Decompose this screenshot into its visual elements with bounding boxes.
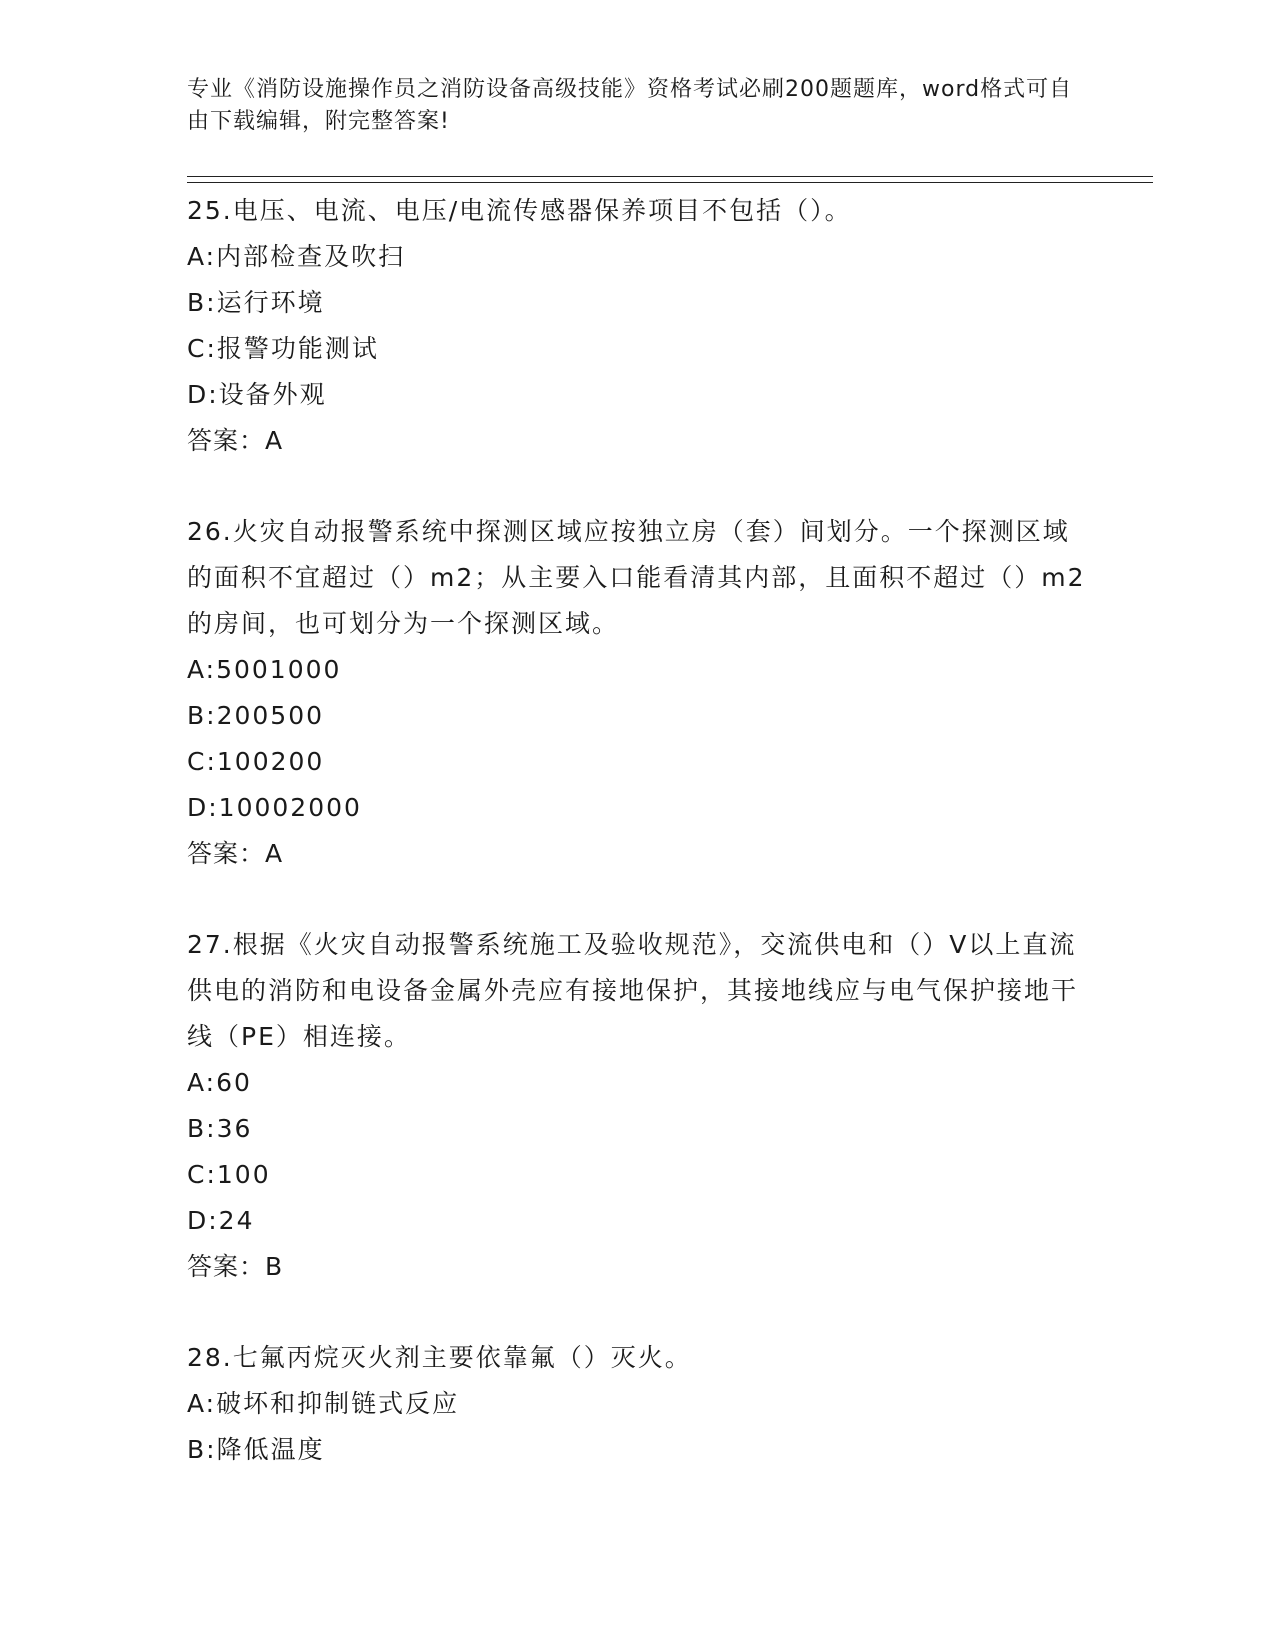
question-stem: 28.七氟丙烷灭火剂主要依靠氟（）灭火。 — [187, 1343, 692, 1372]
answer: 答案：A — [187, 426, 284, 455]
question-list — [187, 188, 1087, 1473]
option-d: D:10002000 — [187, 793, 362, 822]
option-a: A:内部检查及吹扫 — [187, 242, 406, 271]
header-rule-top — [187, 176, 1153, 177]
question-25 — [187, 188, 1087, 464]
question-26 — [187, 509, 1087, 877]
option-a: A:5001000 — [187, 655, 342, 684]
option-d: D:24 — [187, 1206, 255, 1235]
option-a: A:60 — [187, 1068, 252, 1097]
question-stem: 25.电压、电流、电压/电流传感器保养项目不包括（）。 — [187, 196, 852, 225]
option-b: B:36 — [187, 1114, 253, 1143]
option-c: C:报警功能测试 — [187, 334, 379, 363]
answer: 答案：B — [187, 1252, 284, 1281]
option-b: B:降低温度 — [187, 1435, 325, 1464]
question-stem: 26.火灾自动报警系统中探测区域应按独立房（套）间划分。一个探测区域的面积不宜超过（）m2；从主要入口能看清其内部，且面积不超过（）m2的房间，也可划分为一个探测区域。 — [187, 517, 1086, 638]
header-rule-bottom — [187, 182, 1153, 183]
question-stem: 27.根据《火灾自动报警系统施工及验收规范》，交流供电和（）V以上直流供电的消防和电设备金属外壳应有接地保护，其接地线应与电气保护接地干线（PE）相连接。 — [187, 930, 1079, 1051]
option-a: A:破坏和抑制链式反应 — [187, 1389, 460, 1418]
question-28 — [187, 1335, 1087, 1473]
option-c: C:100 — [187, 1160, 271, 1189]
option-c: C:100200 — [187, 747, 325, 776]
answer: 答案：A — [187, 839, 284, 868]
document-header: 专业《消防设施操作员之消防设备高级技能》资格考试必刷200题题库，word格式可自由下载编辑，附完整答案! — [187, 77, 1073, 134]
option-b: B:运行环境 — [187, 288, 325, 317]
question-27 — [187, 922, 1087, 1290]
option-d: D:设备外观 — [187, 380, 327, 409]
option-b: B:200500 — [187, 701, 325, 730]
